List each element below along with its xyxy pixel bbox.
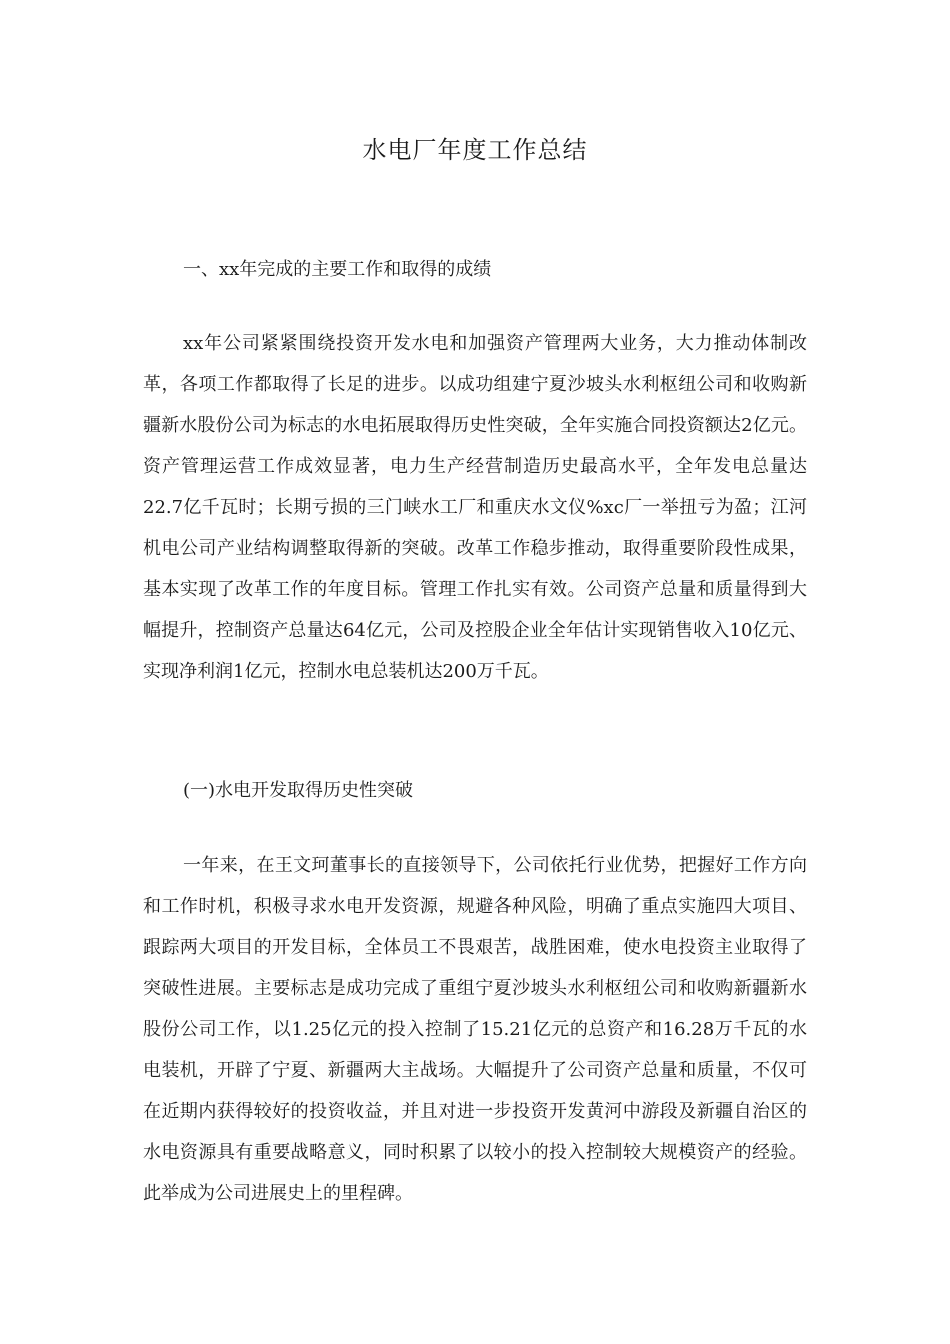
subsection-paragraph: 一年来，在王文珂董事长的直接领导下，公司依托行业优势，把握好工作方向和工作时机，积极寻求水电开发资源，规避各种风险，明确了重点实施四大项目、跟踪两大项目的开发目标，全体员工不畏艰苦，战胜困难，使水电投资主业取得了突破性进展。主要标志是成功完成了重组宁夏沙坡头水利枢纽公司和收购新疆新水股份公司工作，以1.25亿元的投入控制了15.21亿元的总资产和16.28万千瓦的水电装机，开辟了宁夏、新疆两大主战场。大幅提升了公司资产总量和质量，不仅可在近期内获得较好的投资收益，并且对进一步投资开发黄河中游段及新疆自治区的水电资源具有重要战略意义，同时积累了以较小的投入控制较大规模资产的经验。此举成为公司进展史上的里程碑。 [143, 855, 807, 1204]
section-paragraph: xx年公司紧紧围绕投资开发水电和加强资产管理两大业务，大力推动体制改革，各项工作都取得了长足的进步。以成功组建宁夏沙坡头水利枢纽公司和收购新疆新水股份公司为标志的水电拓展取得历史性突破，全年实施合同投资额达2亿元。资产管理运营工作成效显著，电力生产经营制造历史最高水平，全年发电总量达22.7亿千瓦时；长期亏损的三门峡水工厂和重庆水文仪%xc厂一举扭亏为盈；江河机电公司产业结构调整取得新的突破。改革工作稳步推动，取得重要阶段性成果，基本实现了改革工作的年度目标。管理工作扎实有效。公司资产总量和质量得到大幅提升，控制资产总量达64亿元，公司及控股企业全年估计实现销售收入10亿元、实现净利润1亿元，控制水电总装机达200万千瓦。 [143, 333, 807, 682]
subsection-heading: (一)水电开发取得历史性突破 [183, 780, 414, 801]
section-heading: 一、xx年完成的主要工作和取得的成绩 [183, 259, 492, 280]
document-title: 水电厂年度工作总结 [362, 136, 588, 164]
